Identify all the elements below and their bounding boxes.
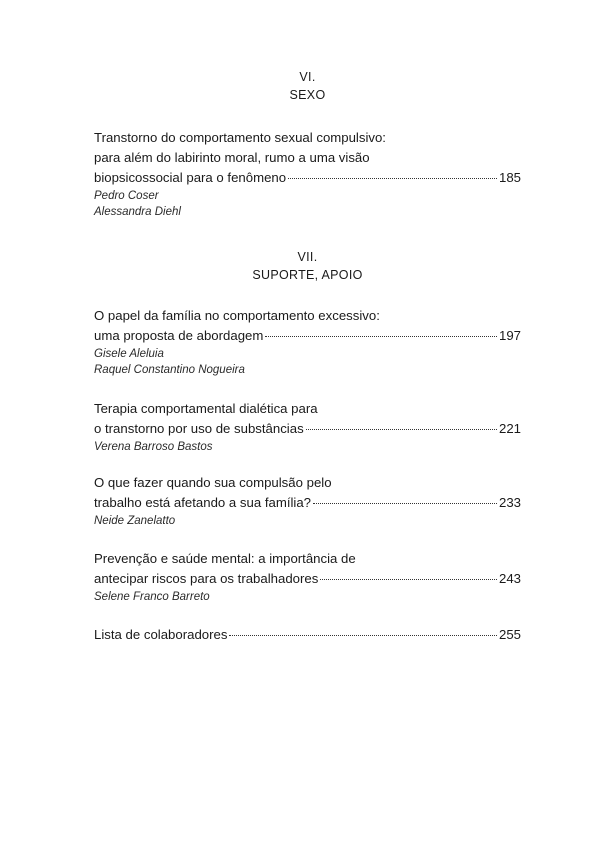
dot-leader bbox=[306, 429, 497, 430]
page-number: 255 bbox=[498, 627, 521, 642]
entry-title-line: O papel da família no comportamento excessivo: bbox=[94, 308, 380, 323]
entry-title-line: Lista de colaboradores 255 bbox=[94, 625, 521, 645]
entry-authors bbox=[94, 188, 521, 220]
page-number: 185 bbox=[498, 170, 521, 185]
entry-title-line: uma proposta de abordagem 197 bbox=[94, 326, 521, 346]
entry-title-line: o transtorno por uso de substâncias 221 bbox=[94, 419, 521, 439]
entry-title-line: Prevenção e saúde mental: a importância de bbox=[94, 551, 356, 566]
entry-title-line: para além do labirinto moral, rumo a uma visão bbox=[94, 150, 370, 165]
entry-title-line: antecipar riscos para os trabalhadores 243 bbox=[94, 569, 521, 589]
entry-title-line: Transtorno do comportamento sexual compulsivo: bbox=[94, 130, 386, 145]
section-number: VI. bbox=[299, 70, 316, 84]
section-header-suporte-apoio bbox=[94, 248, 521, 284]
toc-entry[interactable] bbox=[94, 306, 521, 378]
entry-title-line: Terapia comportamental dialética para bbox=[94, 401, 318, 416]
section-title: SUPORTE, APOIO bbox=[252, 268, 363, 282]
entry-authors bbox=[94, 439, 521, 455]
dot-leader bbox=[313, 503, 497, 504]
author-name: Raquel Constantino Nogueira bbox=[94, 364, 245, 376]
page-number: 233 bbox=[498, 495, 521, 510]
page-number: 243 bbox=[498, 571, 521, 586]
toc-entry[interactable] bbox=[94, 399, 521, 455]
author-name: Selene Franco Barreto bbox=[94, 591, 210, 603]
page-number: 197 bbox=[498, 328, 521, 343]
toc-entry[interactable] bbox=[94, 128, 521, 220]
toc-entry[interactable] bbox=[94, 625, 521, 645]
entry-title-line: trabalho está afetando a sua família? 233 bbox=[94, 493, 521, 513]
dot-leader bbox=[265, 336, 497, 337]
toc-entry[interactable] bbox=[94, 549, 521, 605]
author-name: Pedro Coser bbox=[94, 190, 159, 202]
entry-authors bbox=[94, 346, 521, 378]
dot-leader bbox=[288, 178, 497, 179]
entry-title-line: O que fazer quando sua compulsão pelo bbox=[94, 475, 332, 490]
entry-authors bbox=[94, 513, 521, 529]
author-name: Alessandra Diehl bbox=[94, 206, 181, 218]
section-title: SEXO bbox=[289, 88, 326, 102]
page-number: 221 bbox=[498, 421, 521, 436]
section-header-sexo bbox=[94, 68, 521, 104]
author-name: Verena Barroso Bastos bbox=[94, 441, 213, 453]
toc-entry[interactable] bbox=[94, 473, 521, 529]
entry-title-line: biopsicossocial para o fenômeno 185 bbox=[94, 168, 521, 188]
dot-leader bbox=[229, 635, 497, 636]
section-number: VII. bbox=[297, 250, 318, 264]
author-name: Gisele Aleluia bbox=[94, 348, 164, 360]
dot-leader bbox=[320, 579, 497, 580]
entry-authors bbox=[94, 589, 521, 605]
author-name: Neide Zanelatto bbox=[94, 515, 176, 527]
